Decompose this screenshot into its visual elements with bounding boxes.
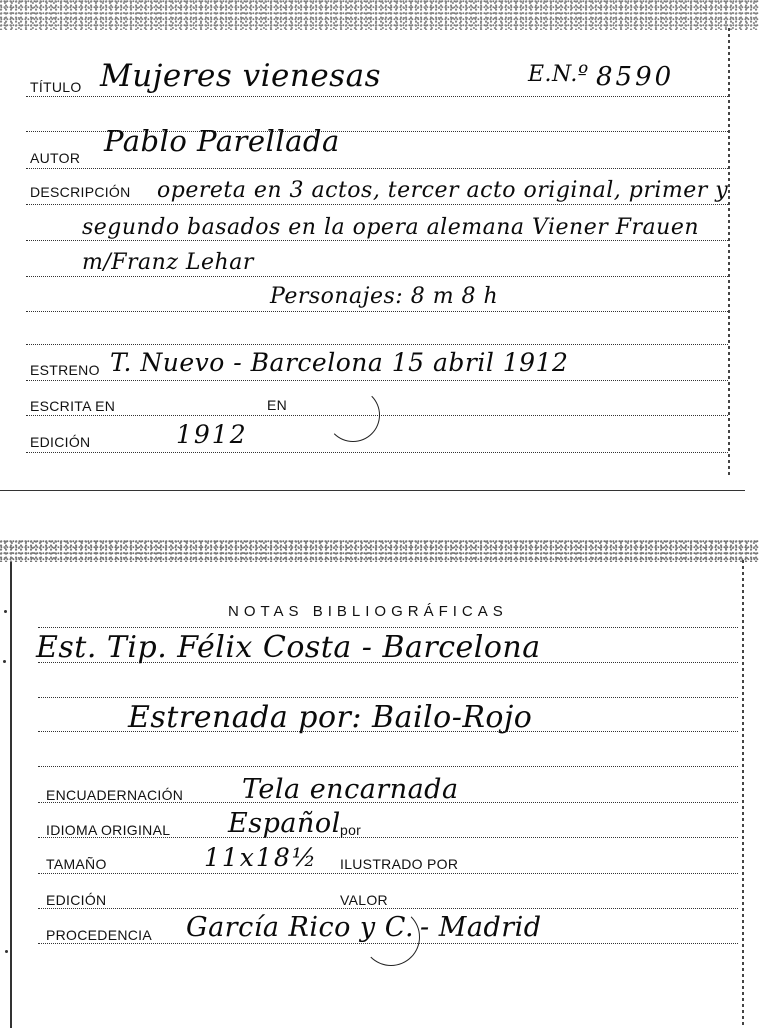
encuadernacion-label: ENCUADERNACIÓN: [46, 787, 184, 803]
rule-line: [26, 240, 728, 241]
rule-line: [26, 204, 728, 205]
rule-line: [26, 344, 728, 345]
edicion-value: 1912: [176, 420, 248, 449]
edge-speck: [3, 660, 6, 663]
titulo-value: Mujeres vienesas: [100, 58, 381, 94]
descripcion-line: segundo basados en la opera alemana Viener Frauen: [82, 215, 700, 240]
descripcion-line: opereta en 3 actos, tercer acto original, primer y: [157, 178, 729, 203]
rule-line: [38, 697, 738, 698]
catalog-card-front: [0, 0, 759, 495]
procedencia-label: PROCEDENCIA: [46, 927, 152, 943]
escrita-en-label: ESCRITA EN: [30, 398, 116, 414]
rule-line: [26, 452, 728, 453]
escrita-en-location-label: EN: [267, 397, 288, 413]
estreno-label: ESTRENO: [30, 362, 100, 378]
descripcion-line: m/Franz Lehar: [82, 250, 254, 275]
rule-line: [38, 766, 738, 767]
card-border-bottom: [0, 490, 745, 491]
ilustrado-por-label: ILUSTRADO POR: [340, 856, 459, 872]
rule-line: [26, 311, 728, 312]
titulo-label: TÍTULO: [30, 79, 82, 95]
rule-line: [26, 276, 728, 277]
torn-edge-texture: [0, 540, 759, 562]
procedencia-value: García Rico y C.: [186, 912, 415, 943]
idioma-original-value: Español: [228, 808, 341, 839]
catalog-number-prefix: E.N.º: [528, 62, 589, 87]
notas-bibliograficas-heading: NOTAS BIBLIOGRÁFICAS: [228, 603, 508, 620]
tamano-label: TAMAÑO: [46, 856, 107, 872]
idioma-original-label: IDIOMA ORIGINAL: [46, 822, 171, 838]
rule-line: [26, 168, 728, 169]
catalog-number: 8590: [596, 62, 675, 92]
card-border-left: [10, 562, 12, 1028]
por-label: por: [340, 822, 362, 838]
procedencia-place: - Madrid: [420, 912, 542, 943]
hole-punch-mark: [326, 388, 380, 442]
torn-edge-texture: [0, 0, 759, 30]
note-line: Est. Tip. Félix Costa - Barcelona: [36, 630, 541, 665]
rule-line: [38, 627, 738, 628]
personajes-line: Personajes: 8 m 8 h: [270, 284, 499, 309]
catalog-card-back: [0, 540, 759, 1028]
edge-speck: [5, 950, 8, 953]
edicion-label: EDICIÓN: [30, 434, 91, 450]
rule-line: [26, 380, 728, 381]
hole-punch-mark: [362, 908, 420, 966]
note-line: Estrenada por: Bailo-Rojo: [128, 700, 533, 735]
edicion-back-label: EDICIÓN: [46, 892, 107, 908]
valor-label: VALOR: [340, 892, 388, 908]
descripcion-label: DESCRIPCIÓN: [30, 184, 131, 200]
encuadernacion-value: Tela encarnada: [242, 774, 459, 805]
card-border-right: [742, 560, 744, 1025]
rule-line: [26, 96, 728, 97]
edge-speck: [4, 610, 7, 613]
card-border-right: [728, 28, 730, 478]
autor-value: Pablo Parellada: [104, 124, 340, 158]
rule-line: [38, 873, 738, 874]
estreno-value: T. Nuevo - Barcelona 15 abril 1912: [110, 348, 569, 377]
tamano-value: 11x18½: [204, 843, 318, 872]
autor-label: AUTOR: [30, 150, 81, 166]
